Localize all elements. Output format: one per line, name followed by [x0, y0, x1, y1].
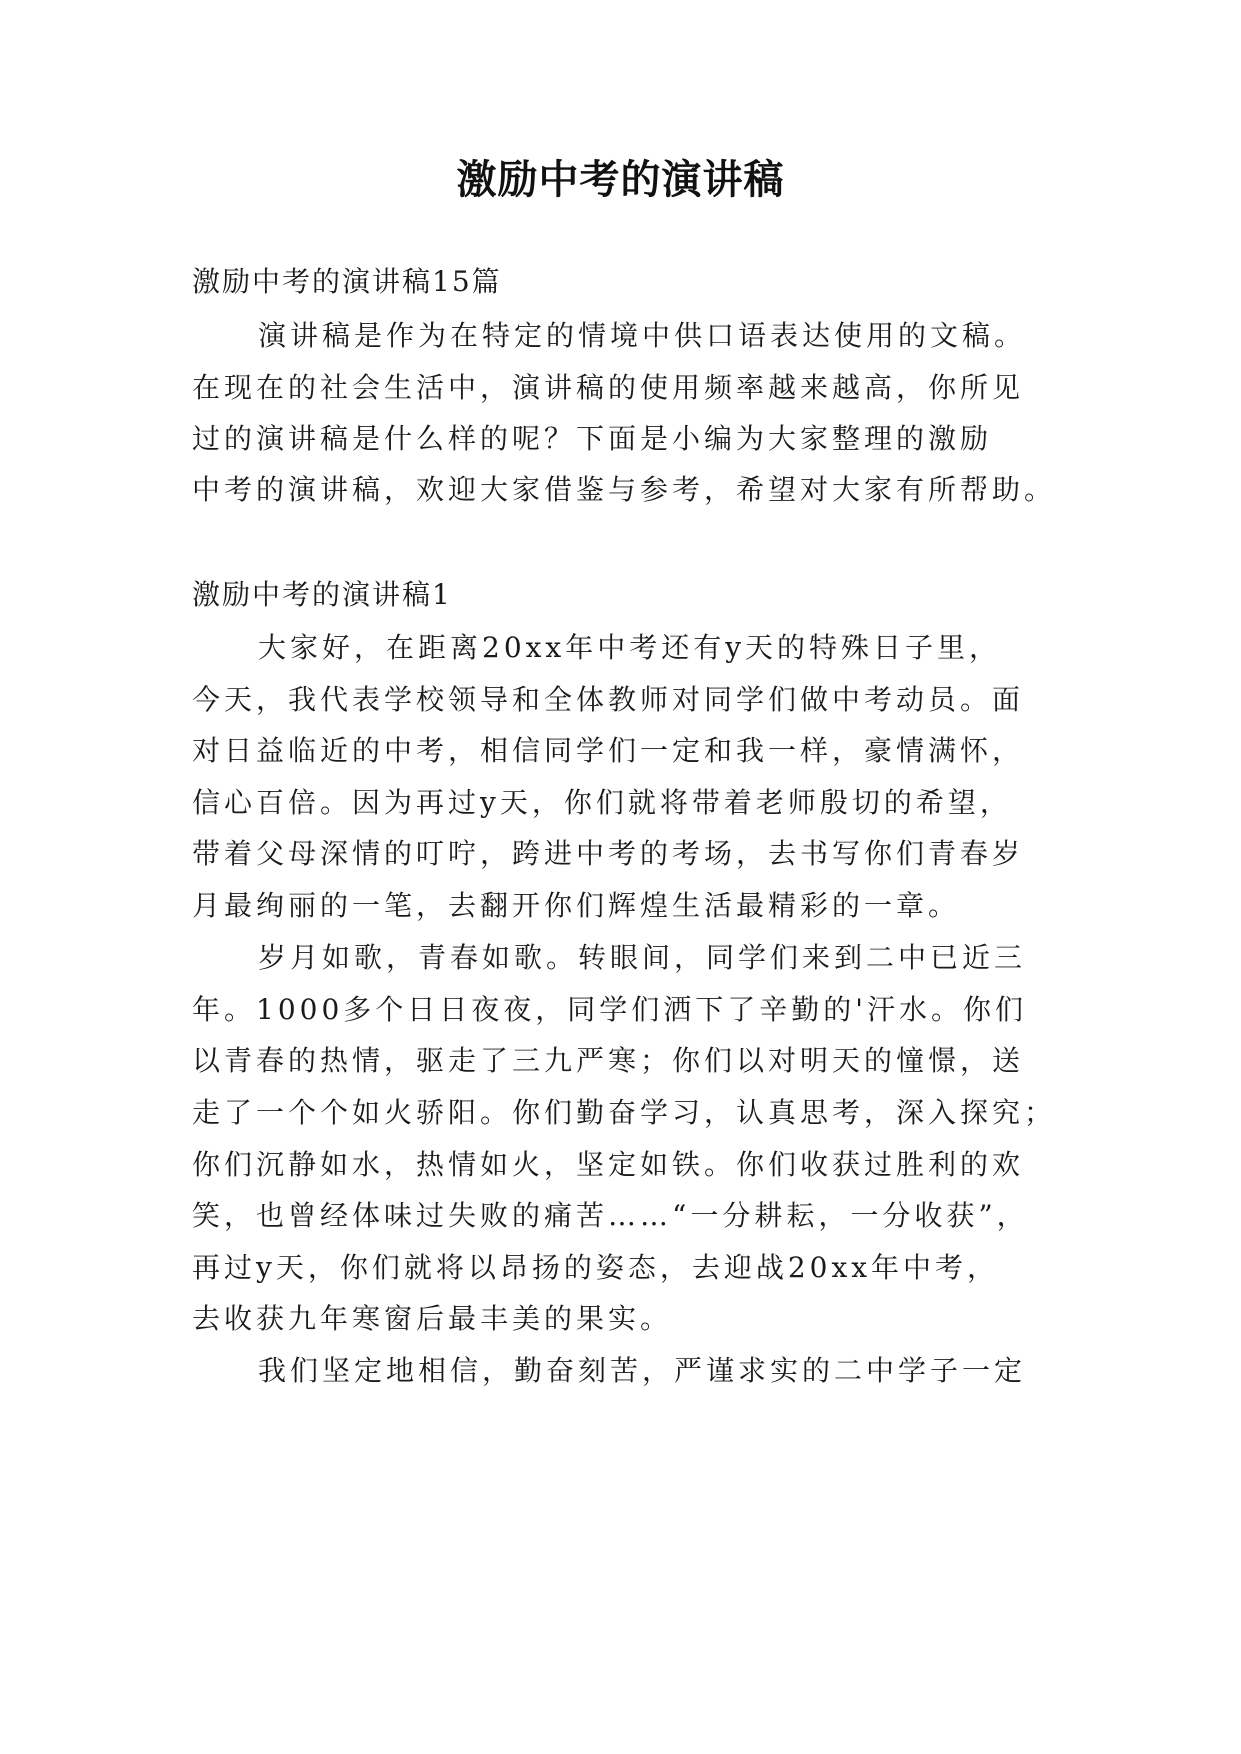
paragraph-line: 今天，我代表学校领导和全体教师对同学们做中考动员。面	[192, 683, 1025, 716]
intro-line: 在现在的社会生活中，演讲稿的使用频率越来越高，你所见	[192, 371, 1025, 404]
section-heading: 激励中考的演讲稿1	[192, 578, 452, 611]
paragraph-line: 岁月如歌，青春如歌。转眼间，同学们来到二中已近三	[258, 941, 1027, 974]
paragraph-line: 以青春的热情，驱走了三九严寒；你们以对明天的憧憬，送	[192, 1044, 1025, 1077]
intro-line: 中考的演讲稿，欢迎大家借鉴与参考，希望对大家有所帮助。	[192, 473, 1057, 506]
paragraph-line: 信心百倍。因为再过y天，你们就将带着老师殷切的希望，	[192, 786, 1012, 819]
paragraph-line: 你们沉静如水，热情如火，坚定如铁。你们收获过胜利的欢	[192, 1148, 1025, 1181]
paragraph-line: 带着父母深情的叮咛，跨进中考的考场，去书写你们青春岁	[192, 837, 1025, 870]
paragraph-line: 对日益临近的中考，相信同学们一定和我一样，豪情满怀，	[192, 734, 1025, 767]
paragraph-line: 笑，也曾经体味过失败的痛苦……“一分耕耘，一分收获”，	[192, 1199, 1029, 1232]
paragraph-line: 月最绚丽的一笔，去翻开你们辉煌生活最精彩的一章。	[192, 889, 961, 922]
paragraph-line: 走了一个个如火骄阳。你们勤奋学习，认真思考，深入探究；	[192, 1096, 1057, 1129]
paragraph-line: 年。1000多个日日夜夜，同学们洒下了辛勤的'汗水。你们	[192, 993, 1027, 1026]
document-title: 激励中考的演讲稿	[456, 157, 785, 203]
intro-line: 过的演讲稿是什么样的呢？下面是小编为大家整理的激励	[192, 422, 993, 455]
paragraph-line: 我们坚定地相信，勤奋刻苦，严谨求实的二中学子一定	[258, 1354, 1027, 1387]
paragraph-line: 大家好，在距离20xx年中考还有y天的特殊日子里，	[258, 631, 1002, 664]
paragraph-line: 去收获九年寒窗后最丰美的果实。	[192, 1302, 673, 1335]
intro-line: 演讲稿是作为在特定的情境中供口语表达使用的文稿。	[258, 319, 1027, 352]
paragraph-line: 再过y天，你们就将以昂扬的姿态，去迎战20xx年中考，	[192, 1251, 1000, 1284]
document-subtitle: 激励中考的演讲稿15篇	[192, 265, 502, 298]
